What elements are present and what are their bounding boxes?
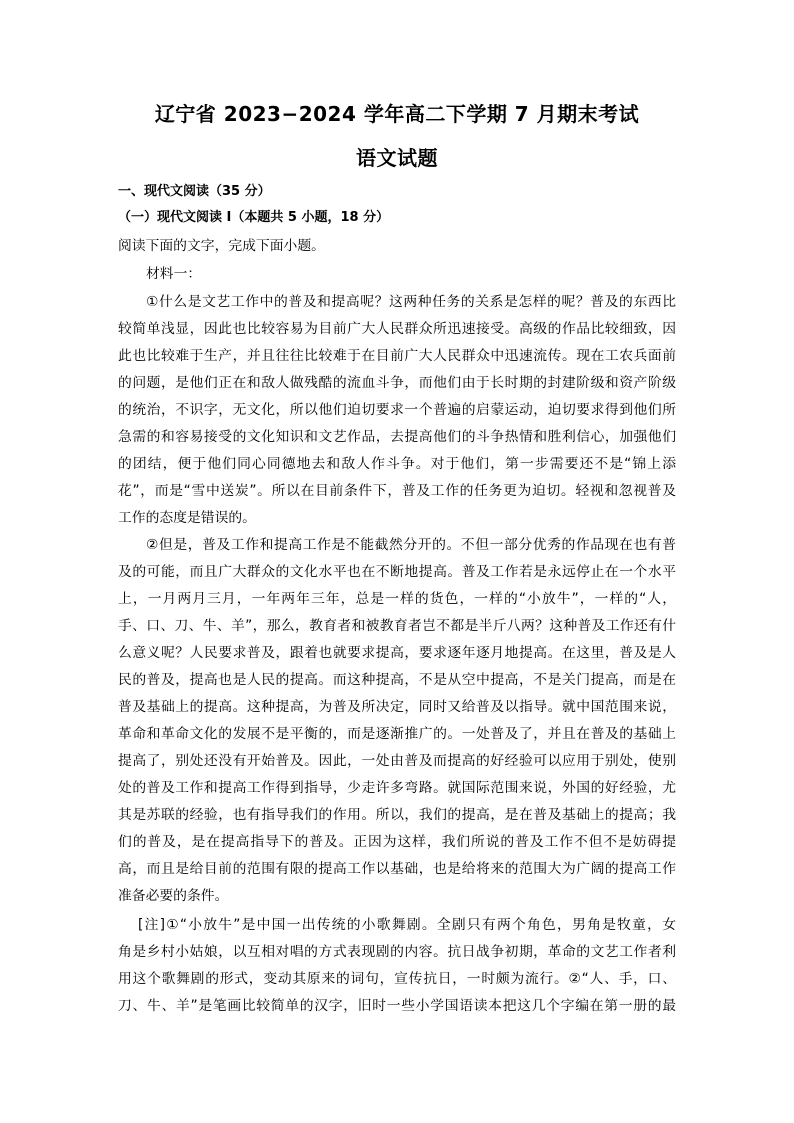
paragraph-2-line: 们的普及，是在提高指导下的普及。正因为这样，我们所说的普及工作不但不是妨碍提 <box>118 834 676 850</box>
note-line: 用这个歌舞剧的形式，变动其原来的词句，宣传抗日，一时颇为流行。②“人、手，口、 <box>118 971 676 987</box>
paragraph-2-line: 普及基础上的提高。这种提高，为普及所决定，同时又给普及以指导。就中国范围来说， <box>118 699 676 715</box>
paragraph-2-line: 及的可能，而且广大群众的文化水平也在不断地提高。普及工作若是永远停止在一个水平 <box>118 564 676 580</box>
paragraph-2-line: 手、口、刀、牛、羊”，那么，教育者和被教育者岂不都是半斤八两？这种普及工作还有什 <box>118 618 676 634</box>
paragraph-2-line: 高，而且是给目前的范围有限的提高工作以基础，也是给将来的范围大为广阔的提高工作 <box>118 861 676 877</box>
paragraph-1-line: 的统治，不识字，无文化，所以他们迫切要求一个普遍的启蒙运动，迫切要求得到他们所 <box>118 402 676 418</box>
paragraph-1-line: 工作的态度是错误的。 <box>118 510 256 526</box>
exam-subtitle: 语文试题 <box>356 146 438 170</box>
paragraph-2-line: 准备必要的条件。 <box>118 888 229 904</box>
subsection-heading: （一）现代文阅读 I（本题共 5 小题，18 分） <box>118 210 390 225</box>
paragraph-2-line: 提高了，别处还没有开始普及。因此，一处由普及而提高的好经验可以应用于别处，使别 <box>118 753 676 769</box>
instruction-text: 阅读下面的文字，完成下面小题。 <box>118 238 325 254</box>
paragraph-1-line: 的团结，便于他们同心同德地去和敌人作斗争。对于他们，第一步需要还不是“锦上添 <box>118 456 676 472</box>
paragraph-2-line: 其是苏联的经验，也有指导我们的作用。所以，我们的提高，是在普及基础上的提高；我 <box>118 807 676 823</box>
paragraph-1-line: 较简单浅显，因此也比较容易为目前广大人民群众所迅速接受。高级的作品比较细致，因 <box>118 321 676 337</box>
exam-title: 辽宁省 2023−2024 学年高二下学期 7 月期末考试 <box>154 102 640 126</box>
paragraph-2-line: 处的普及工作和提高工作得到指导，少走许多弯路。就国际范围来说，外国的好经验，尤 <box>118 780 676 796</box>
note-line: 刀、牛、羊”是笔画比较简单的汉字，旧时一些小学国语读本把这几个字编在第一册的最 <box>118 998 676 1014</box>
paragraph-1-line: ①什么是文艺工作中的普及和提高呢？这两种任务的关系是怎样的呢？普及的东西比 <box>146 294 676 310</box>
paragraph-2-line: 民的普及，提高也是人民的提高。而这种提高，不是从空中提高，不是关门提高，而是在 <box>118 672 676 688</box>
paragraph-1-line: 急需的和容易接受的文化知识和文艺作品，去提高他们的斗争热情和胜利信心，加强他们 <box>118 429 676 445</box>
paragraph-2-line: 么意义呢？人民要求普及，跟着也就要求提高，要求逐年逐月地提高。在这里，普及是人 <box>118 645 676 661</box>
note-line: [注]①“小放牛”是中国一出传统的小歌舞剧。全剧只有两个角色，男角是牧童，女 <box>138 917 676 933</box>
section-heading: 一、现代文阅读（35 分） <box>118 184 271 199</box>
paragraph-1-line: 花”，而是“雪中送炭”。所以在目前条件下，普及工作的任务更为迫切。轻视和忽视普及 <box>118 483 676 499</box>
paragraph-2-line: 革命和革命文化的发展不是平衡的，而是逐渐推广的。一处普及了，并且在普及的基础上 <box>118 726 676 742</box>
paragraph-1-line: 的问题，是他们正在和敌人做残酷的流血斗争，而他们由于长时期的封建阶级和资产阶级 <box>118 375 676 391</box>
paragraph-2-line: 上，一月两月三月，一年两年三年，总是一样的货色，一样的“小放牛”，一样的“人， <box>118 591 676 607</box>
paragraph-2-line: ②但是，普及工作和提高工作是不能截然分开的。不但一部分优秀的作品现在也有普 <box>146 537 676 553</box>
paragraph-1-line: 此也比较难于生产，并且往往比较难于在目前广大人民群众中迅速流传。现在工农兵面前 <box>118 348 676 364</box>
material-label: 材料一： <box>146 266 202 282</box>
note-line: 角是乡村小姑娘，以互相对唱的方式表现剧的内容。抗日战争初期，革命的文艺工作者利 <box>118 944 676 960</box>
